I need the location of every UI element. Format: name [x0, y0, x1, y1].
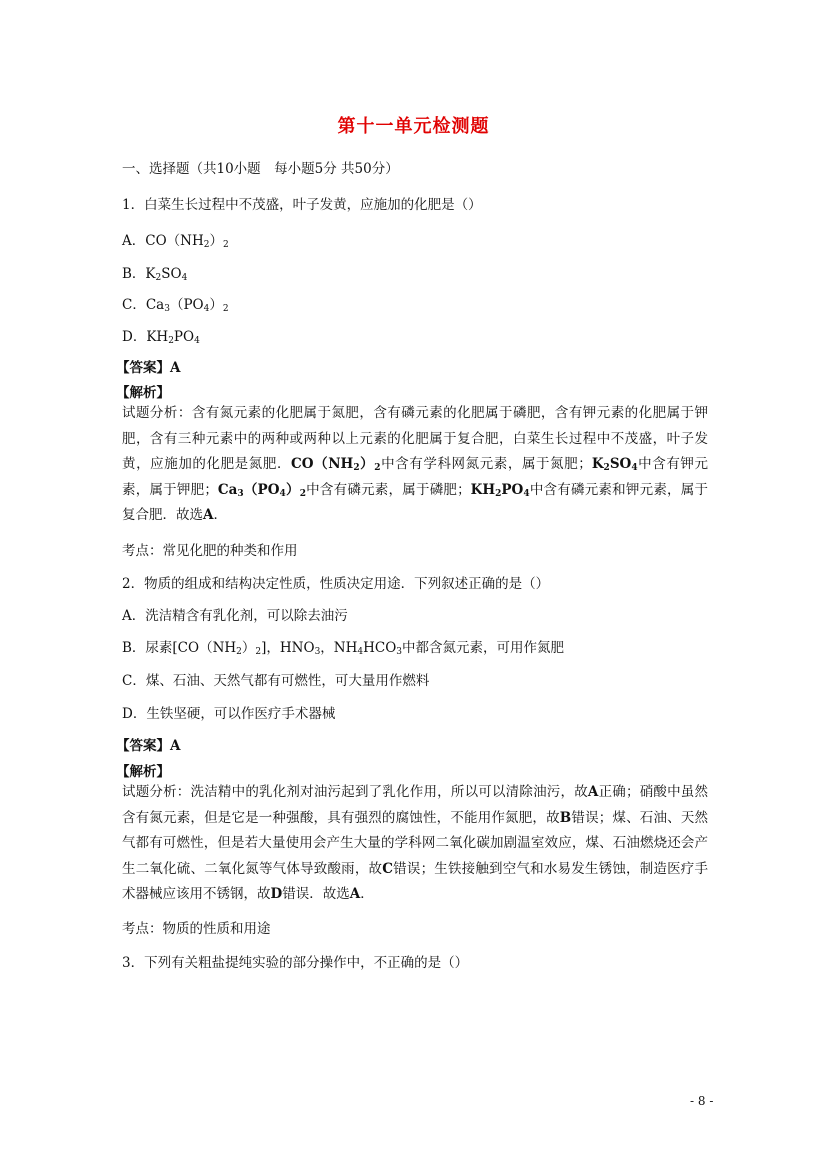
q1-option-b: B．$K_2SO_4$	[122, 266, 188, 283]
q1-kaodian: 考点：常见化肥的种类和作用	[122, 543, 298, 559]
q1-option-c: C．$Ca_3(PO_4)_2$	[122, 297, 229, 314]
q2-stem: 2．物质的组成和结构决定性质，性质决定用途．下列叙述正确的是（）	[122, 576, 550, 592]
q2-option-b: B．尿素$[CO(NH_2)_2]$，$HNO_3$，$NH_4HCO_3$中都含氮元素，可用作氮肥	[122, 640, 565, 657]
page-title: 第十一单元检测题	[337, 116, 490, 137]
q2-analysis: 试题分析：洗洁精中的乳化剂对油污起到了乳化作用，所以可以清除油污，故A正确；硝酸中虽然含有氮元素，但是它是一种强酸，具有强烈的腐蚀性，不能用作氮肥，故B错误；煤、石油、天然气都有可燃性，但是若大量使用会产生大量的学科网二氧化碳加剧温室效应，煤、石油燃烧还会产生二氧化硫、二氧化氮等气体导致酸雨，故C错误；生铁接触到空气和水易发生锈蚀，制造医疗手术器械应该用不锈钢，故D错误．故选A．	[122, 784, 709, 902]
q2-option-c: C．煤、石油、天然气都有可燃性，可大量用作燃料	[122, 673, 430, 689]
q2-analysis-label: 【解析】	[116, 764, 170, 780]
q3-stem: 3．下列有关粗盐提纯实验的部分操作中，不正确的是（）	[122, 955, 469, 971]
page-number: - 8 -	[690, 1094, 714, 1108]
q2-option-d: D．生铁坚硬，可以作医疗手术器械	[122, 706, 336, 722]
q1-option-a: A．$CO(NH_2)_2$	[122, 233, 229, 250]
section-header: 一、选择题（共10小题 每小题5分 共50分）	[122, 161, 399, 177]
q1-stem: 1．白菜生长过程中不茂盛，叶子发黄，应施加的化肥是（）	[122, 197, 482, 213]
q2-answer: 【答案】A	[116, 738, 181, 754]
q2-option-a: A．洗洁精含有乳化剂，可以除去油污	[122, 608, 348, 624]
q1-answer: 【答案】A	[116, 360, 181, 376]
q2-kaodian: 考点：物质的性质和用途	[122, 921, 271, 937]
q1-analysis-label: 【解析】	[116, 385, 170, 401]
q1-option-d: D．$KH_2PO_4$	[122, 329, 200, 346]
q1-analysis: 试题分析：含有氮元素的化肥属于氮肥，含有磷元素的化肥属于磷肥，含有钾元素的化肥属于钾肥，含有三种元素中的两种或两种以上元素的化肥属于复合肥，白菜生长过程中不茂盛，叶子发黄，应施加的化肥是氮肥．$CO(NH_2)_2$中含有学科网氮元素，属于氮肥；$K_2SO_4$中含有钾元素，属于钾肥；$Ca_3(PO_4)_2$中含有磷元素，属于磷肥；$KH_2PO_4$中含有磷元素和钾元素，属于复合肥．故选A．	[122, 405, 709, 523]
